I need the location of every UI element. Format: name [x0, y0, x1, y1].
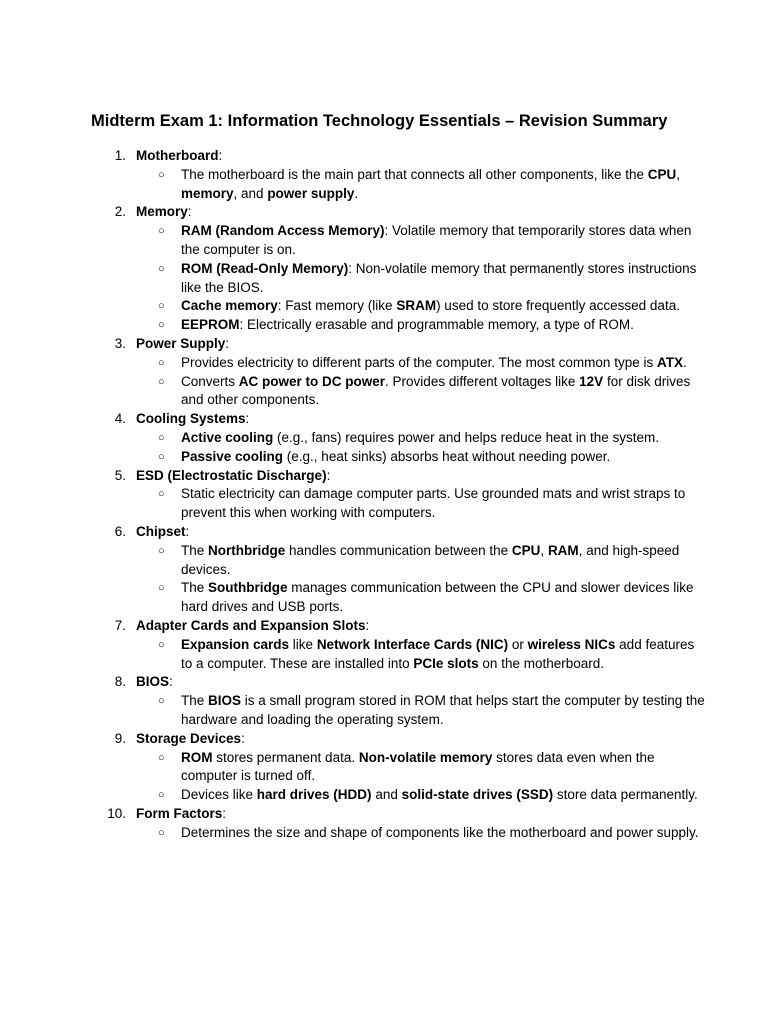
bold-text: Network Interface Cards (NIC) [316, 636, 509, 652]
hollow-bullet-icon: ○ [158, 319, 165, 332]
bold-text: Cache memory [181, 298, 278, 314]
hollow-bullet-icon: ○ [158, 225, 165, 238]
topic-number: 9. [114, 730, 126, 746]
body-text: handles communication between the [285, 542, 512, 558]
body-text: for disk drives and other components. [181, 373, 691, 408]
body-text: (e.g., fans) requires power and helps reduce heat in the system. [273, 429, 659, 445]
body-text: : Non-volatile memory that permanently stores instructions like the BIOS. [181, 260, 697, 295]
topic-item: 4. Cooling Systems: ○ Active cooling (e.g., fans) requires power and helps reduce heat in the system. ○ Passive cooling (e.g., heat sinks) absorbs heat without needing power. [91, 410, 708, 466]
topic-item: 3. Power Supply: ○ Provides electricity to different parts of the computer. The most common type is ATX. ○ Converts AC power to DC power. Provides different voltages like 12V for disk drives and other components. [91, 335, 708, 410]
topic-heading: BIOS [136, 674, 170, 690]
topic-points [136, 824, 708, 843]
bold-text: CPU [511, 542, 541, 558]
topic-heading: Storage Devices [136, 730, 242, 746]
body-text: . Provides different voltages like [385, 373, 580, 389]
hollow-bullet-icon: ○ [158, 751, 165, 764]
body-text: Static electricity can damage computer parts. Use grounded mats and wrist straps to prevent this when working with computers. [181, 486, 686, 521]
bold-text: SRAM [396, 298, 437, 314]
body-text: : Volatile memory that temporarily stores data when the computer is on. [181, 223, 692, 257]
topic-number: 5. [114, 467, 126, 483]
bold-text: BIOS [208, 693, 242, 709]
bold-text: wireless NICs [527, 636, 616, 652]
body-text: Provides electricity to different parts of the computer. The most common type is [181, 354, 657, 370]
bullet-point [136, 166, 708, 204]
topic-item: 9. Storage Devices: ○ ROM stores permanent data. Non-volatile memory stores data even when the computer is turned off. ○ Devices like hard drives (HDD) and solid-state drives (SSD) store data permanently. [91, 730, 708, 805]
bold-text: hard drives (HDD) [256, 787, 372, 803]
topic-number: 6. [114, 523, 126, 539]
bold-text: Southbridge [208, 580, 288, 596]
bold-text: CPU [647, 166, 677, 182]
topic-heading: Memory [136, 204, 188, 220]
bold-text: memory [181, 185, 234, 201]
hollow-bullet-icon: ○ [158, 356, 165, 369]
bold-text: ATX [656, 354, 683, 370]
bold-text: AC power to DC power [238, 373, 386, 389]
hollow-bullet-icon: ○ [158, 262, 165, 275]
hollow-bullet-icon: ○ [158, 431, 165, 444]
topic-points [136, 222, 708, 335]
hollow-bullet-icon: ○ [158, 638, 165, 651]
topic-points [136, 636, 708, 674]
topic-points [136, 749, 708, 805]
topic-points [136, 354, 708, 410]
hollow-bullet-icon: ○ [158, 450, 165, 463]
topic-number: 2. [114, 204, 126, 220]
topic-item: 5. ESD (Electrostatic Discharge): ○ Static electricity can damage computer parts. Use grounded mats and wrist straps to prevent this when working with computers. [91, 467, 708, 523]
bullet-point [136, 692, 708, 730]
body-text: Devices like [181, 787, 257, 803]
topic-list [91, 147, 708, 842]
body-text: , and high-speed devices. [181, 542, 680, 577]
bold-text: 12V [579, 373, 604, 389]
body-text: . [682, 354, 687, 370]
bold-text: ROM (Read-Only Memory) [181, 260, 349, 276]
bullet-point [136, 542, 708, 580]
bold-text: RAM (Random Access Memory) [181, 223, 385, 239]
body-text: Determines the size and shape of components like the motherboard and power supply. [181, 824, 699, 840]
body-text: add features to a computer. These are installed into [181, 636, 695, 671]
body-text: on the motherboard. [478, 655, 605, 671]
bullet-point [136, 429, 708, 448]
hollow-bullet-icon: ○ [158, 375, 165, 388]
bullet-point [136, 786, 708, 805]
body-text: (e.g., heat sinks) absorbs heat without needing power. [283, 448, 611, 464]
hollow-bullet-icon: ○ [158, 544, 165, 557]
document-title: Midterm Exam 1: Information Technology Essentials – Revision Summary [91, 112, 668, 130]
body-text: or [508, 636, 528, 652]
bullet-point [136, 448, 708, 467]
hollow-bullet-icon: ○ [158, 789, 165, 802]
topic-number: 3. [114, 335, 126, 351]
body-text: The [181, 693, 209, 709]
body-text: Converts [181, 373, 239, 389]
bold-text: power supply [267, 185, 355, 201]
bullet-point [136, 824, 708, 843]
body-text: . [354, 185, 359, 201]
body-text: , [540, 542, 548, 558]
topic-heading: ESD (Electrostatic Discharge) [136, 467, 327, 483]
topic-heading: Cooling Systems [136, 411, 246, 427]
bold-text: PCIe slots [413, 655, 479, 671]
bullet-point [136, 636, 708, 674]
topic-item: 7. Adapter Cards and Expansion Slots: ○ Expansion cards like Network Interface Cards (NIC) or wireless NICs add features to a computer. These are installed into PCIe slots on the motherboard. [91, 617, 708, 673]
bullet-point [136, 297, 708, 316]
body-text: manages communication between the CPU and slower devices like hard drives and USB ports. [181, 580, 694, 615]
topic-points [136, 485, 708, 523]
bold-text: Passive cooling [181, 448, 284, 464]
body-text: stores data even when the computer is turned off. [181, 749, 655, 784]
body-text: ) used to store frequently accessed data. [436, 298, 680, 314]
hollow-bullet-icon: ○ [158, 695, 165, 708]
topic-points [136, 692, 708, 730]
bullet-point [136, 354, 708, 373]
topic-number: 7. [114, 617, 126, 633]
bullet-point [136, 749, 708, 787]
topic-heading: Power Supply [136, 335, 226, 351]
topic-heading: Chipset [136, 523, 186, 539]
bullet-point [136, 316, 708, 335]
topic-item: 1. Motherboard: ○ The motherboard is the main part that connects all other components, like the CPU, memory, and power supply. [91, 147, 708, 203]
topic-item: 10. Form Factors: ○ Determines the size and shape of components like the motherboard and power supply. [91, 805, 708, 843]
topic-item: 8. BIOS: ○ The BIOS is a small program stored in ROM that helps start the computer by testing the hardware and loading the operating system. [91, 673, 708, 729]
topic-number: 8. [114, 674, 126, 690]
topic-number: 1. [114, 148, 126, 163]
hollow-bullet-icon: ○ [158, 826, 165, 839]
bold-text: RAM [547, 542, 579, 558]
body-text: stores permanent data. [212, 749, 359, 765]
body-text: and [371, 787, 402, 803]
bullet-point [136, 485, 708, 523]
bullet-point [136, 222, 708, 260]
bold-text: Expansion cards [181, 636, 290, 652]
bold-text: ROM [181, 749, 213, 765]
body-text: is a small program stored in ROM that helps start the computer by testing the hardware and loading the operating system. [181, 693, 705, 727]
topic-heading: Motherboard [136, 148, 219, 163]
topic-number: 4. [114, 411, 126, 427]
body-text: The [181, 580, 209, 596]
topic-points [136, 429, 708, 467]
body-text: : Electrically erasable and programmable memory, a type of ROM. [239, 317, 634, 333]
topic-number: 10. [107, 805, 126, 821]
body-text: , and [233, 185, 268, 201]
topic-item: 6. Chipset: ○ The Northbridge handles communication between the CPU, RAM, and high-speed devices. ○ The Southbridge manages communication between the CPU and slower devices like hard drives and USB ports. [91, 523, 708, 617]
bold-text: Active cooling [181, 429, 274, 445]
bold-text: Northbridge [208, 542, 286, 558]
topic-item: 2. Memory: ○ RAM (Random Access Memory): Volatile memory that temporarily stores data when the computer is on. ○ ROM (Read-Only Memory): Non-volatile memory that permanently stores instructions like the BIOS. ○ Cache memory: Fast memory (like SRAM) used to store frequently accessed data. ○ EEPROM: Electrically erasable and programmable memory, a type of ROM. [91, 203, 708, 335]
body-text: like [289, 636, 317, 652]
body-text: store data permanently. [553, 787, 698, 803]
topic-heading: Form Factors [136, 805, 223, 821]
bullet-point [136, 373, 708, 411]
body-text: The motherboard is the main part that connects all other components, like the [181, 166, 648, 182]
bullet-point [136, 260, 708, 298]
body-text: : Fast memory (like [277, 298, 397, 314]
body-text: , [676, 166, 681, 182]
bullet-point [136, 579, 708, 617]
topic-heading: Adapter Cards and Expansion Slots [136, 617, 366, 633]
topic-points [136, 542, 708, 617]
bold-text: Non-volatile memory [358, 749, 493, 765]
hollow-bullet-icon: ○ [158, 168, 165, 181]
bold-text: solid-state drives (SSD) [401, 787, 554, 803]
topic-points [136, 166, 708, 204]
hollow-bullet-icon: ○ [158, 300, 165, 313]
body-text: The [181, 542, 209, 558]
hollow-bullet-icon: ○ [158, 582, 165, 595]
bold-text: EEPROM [181, 317, 240, 333]
hollow-bullet-icon: ○ [158, 488, 165, 501]
